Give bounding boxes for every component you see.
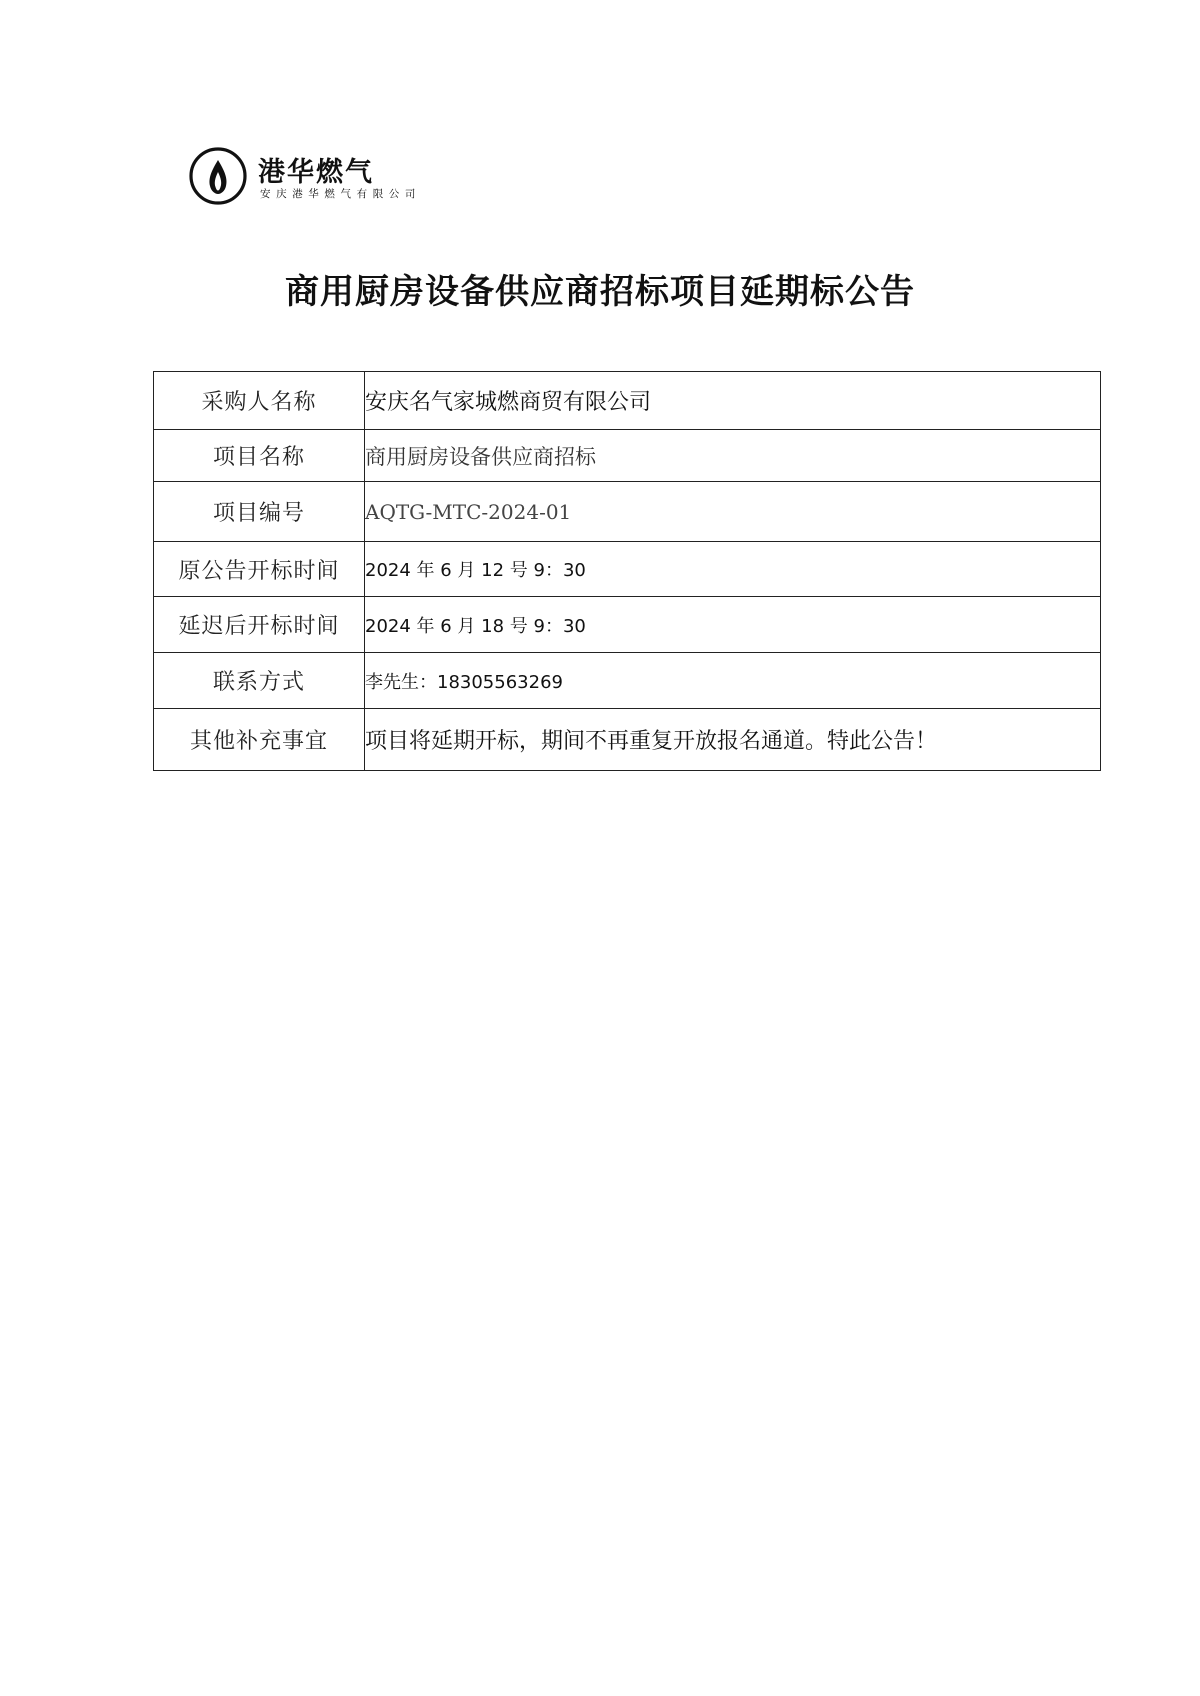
row-value: 商用厨房设备供应商招标 — [365, 430, 1101, 482]
row-value: 项目将延期开标，期间不再重复开放报名通道。特此公告！ — [365, 709, 1101, 771]
row-value: 李先生：18305563269 — [365, 653, 1101, 709]
row-label: 其他补充事宜 — [154, 709, 365, 771]
row-value: 安庆名气家城燃商贸有限公司 — [365, 372, 1101, 430]
table-row — [154, 372, 1101, 430]
table-row — [154, 709, 1101, 771]
logo-brand-name: 港华燃气 — [258, 157, 374, 188]
flame-in-circle-icon — [188, 146, 248, 206]
row-label: 项目名称 — [154, 430, 365, 482]
logo-company-name: 安庆港华燃气有限公司 — [260, 188, 421, 200]
table-row — [154, 542, 1101, 597]
row-label: 延迟后开标时间 — [154, 597, 365, 653]
row-label: 原公告开标时间 — [154, 542, 365, 597]
company-logo — [188, 146, 488, 206]
row-label: 项目编号 — [154, 482, 365, 542]
announcement-table — [153, 371, 1101, 771]
table-row — [154, 597, 1101, 653]
table-row — [154, 430, 1101, 482]
row-value: 2024 年 6 月 12 号 9：30 — [365, 542, 1101, 597]
table-row — [154, 653, 1101, 709]
row-label: 采购人名称 — [154, 372, 365, 430]
table-row — [154, 482, 1101, 542]
row-value: AQTG-MTC-2024-01 — [365, 482, 1101, 542]
row-label: 联系方式 — [154, 653, 365, 709]
page-title: 商用厨房设备供应商招标项目延期标公告 — [285, 272, 915, 312]
row-value: 2024 年 6 月 18 号 9：30 — [365, 597, 1101, 653]
